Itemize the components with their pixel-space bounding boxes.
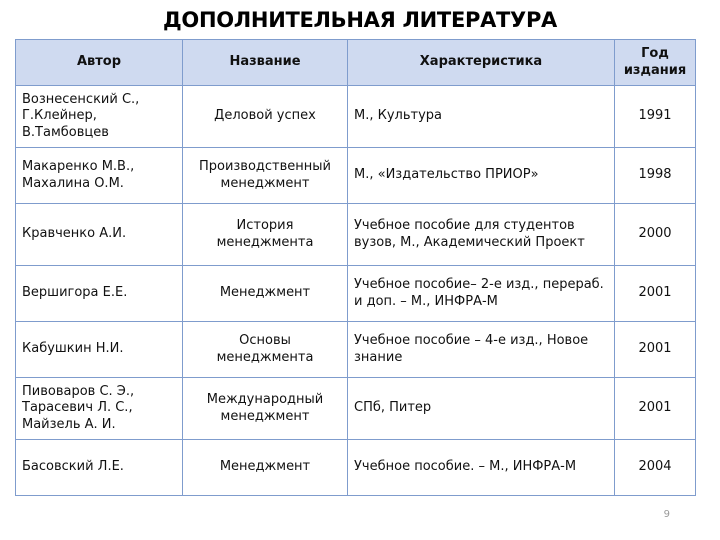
cell-title: Менеджмент: [183, 266, 348, 322]
cell-author: Кравченко А.И.: [16, 204, 183, 266]
cell-description: СПб, Питер: [348, 378, 615, 440]
header-year: Год издания: [615, 40, 696, 86]
cell-year: 2004: [615, 440, 696, 496]
slide-title: ДОПОЛНИТЕЛЬНАЯ ЛИТЕРАТУРА: [163, 8, 557, 32]
cell-year: 1991: [615, 86, 696, 148]
table-row: [16, 204, 696, 266]
literature-table: [15, 39, 696, 496]
cell-author: Вознесенский С., Г.Клейнер, В.Тамбовцев: [16, 86, 183, 148]
cell-author: Макаренко М.В., Махалина О.М.: [16, 148, 183, 204]
cell-description: М., Культура: [348, 86, 615, 148]
cell-description: Учебное пособие. – М., ИНФРА-М: [348, 440, 615, 496]
cell-year: 2001: [615, 322, 696, 378]
cell-year: 2001: [615, 378, 696, 440]
page-number: 9: [663, 509, 670, 520]
cell-description: Учебное пособие – 4-е изд., Новое знание: [348, 322, 615, 378]
cell-title: Менеджмент: [183, 440, 348, 496]
cell-description: М., «Издательство ПРИОР»: [348, 148, 615, 204]
cell-title: Основы менеджмента: [183, 322, 348, 378]
cell-title: Деловой успех: [183, 86, 348, 148]
header-title: Название: [183, 40, 348, 86]
cell-title: Международный менеджмент: [183, 378, 348, 440]
table-row: [16, 266, 696, 322]
table-row: [16, 322, 696, 378]
cell-year: 1998: [615, 148, 696, 204]
table-header-row: [16, 40, 696, 86]
table-row: [16, 378, 696, 440]
cell-title: Производственный менеджмент: [183, 148, 348, 204]
cell-description: Учебное пособие– 2-е изд., перераб. и доп. – М., ИНФРА-М: [348, 266, 615, 322]
cell-author: Кабушкин Н.И.: [16, 322, 183, 378]
cell-author: Басовский Л.Е.: [16, 440, 183, 496]
table-row: [16, 440, 696, 496]
cell-year: 2001: [615, 266, 696, 322]
header-author: Автор: [16, 40, 183, 86]
cell-author: Вершигора Е.Е.: [16, 266, 183, 322]
cell-title: История менеджмента: [183, 204, 348, 266]
cell-author: Пивоваров С. Э., Тарасевич Л. С., Майзель А. И.: [16, 378, 183, 440]
table-row: [16, 148, 696, 204]
cell-description: Учебное пособие для студентов вузов, М., Академический Проект: [348, 204, 615, 266]
cell-year: 2000: [615, 204, 696, 266]
header-description: Характеристика: [348, 40, 615, 86]
table-row: [16, 86, 696, 148]
